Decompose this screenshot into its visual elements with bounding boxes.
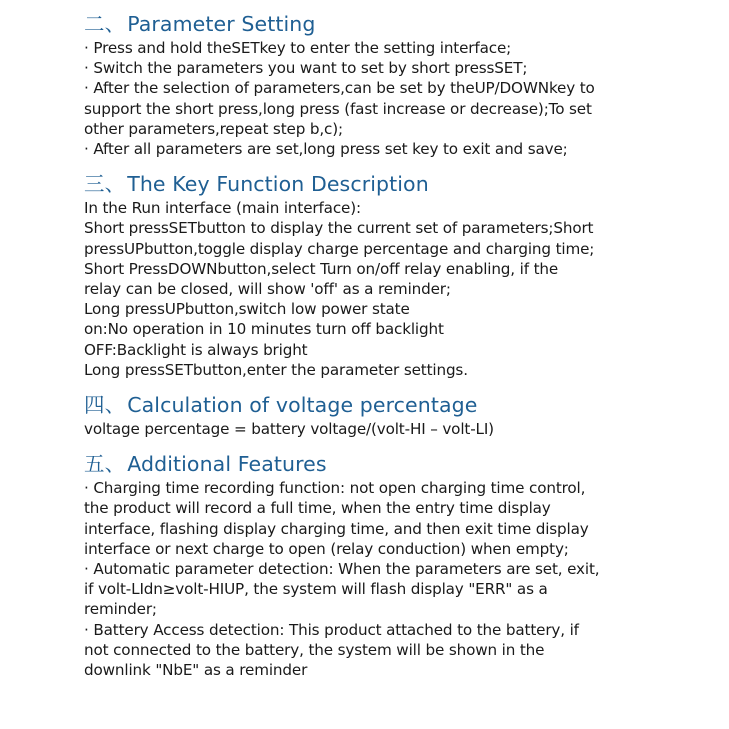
bullet-line: · Automatic parameter detection: When the parameters are set, exit, (84, 560, 600, 579)
bullet-line: · Battery Access detection: This product attached to the battery, if (84, 620, 579, 639)
text-line: downlink "NbE" as a reminder (84, 661, 308, 680)
text-line: the product will record a full time, when the entry time display (84, 499, 551, 518)
section-additional-features (84, 450, 684, 680)
bullet-line: · Press and hold theSETkey to enter the setting interface; (84, 39, 512, 57)
section-number: 四、 (84, 393, 126, 418)
text-line: interface, flashing display charging time, and then exit time display (84, 519, 589, 538)
text-line: not connected to the battery, the system will be shown in the (84, 640, 545, 659)
text-line: pressUPbutton,toggle display charge percentage and charging time; (84, 239, 595, 258)
text-line: other parameters,repeat step b,c); (84, 119, 343, 138)
section-parameter-setting (84, 10, 684, 159)
text-line: OFF:Backlight is always bright (84, 340, 308, 359)
section-spacer (84, 159, 684, 170)
section-voltage-percentage (84, 391, 684, 439)
text-line: support the short press,long press (fast increase or decrease);To set (84, 99, 592, 118)
section-title: The Key Function Description (127, 172, 429, 197)
text-line: interface or next charge to open (relay conduction) when empty; (84, 539, 569, 558)
text-line: if volt-LIdn≥volt-HIUP, the system will flash display "ERR" as a (84, 580, 548, 599)
text-line: Long pressUPbutton,switch low power state (84, 300, 410, 319)
section-heading (84, 170, 684, 198)
section-title: Additional Features (127, 452, 327, 477)
bullet-line: · Switch the parameters you want to set by short pressSET; (84, 59, 528, 78)
text-line: Short pressSETbutton to display the current set of parameters;Short (84, 219, 594, 238)
text-line: Long pressSETbutton,enter the parameter settings. (84, 360, 468, 379)
text-line: reminder; (84, 600, 157, 619)
text-line: relay can be closed, will show 'off' as a reminder; (84, 280, 451, 299)
bullet-line: · Charging time recording function: not open charging time control, (84, 479, 586, 498)
section-heading (84, 391, 684, 419)
section-spacer (84, 439, 684, 450)
text-line: on:No operation in 10 minutes turn off backlight (84, 320, 444, 339)
bullet-line: · After all parameters are set,long press set key to exit and save; (84, 140, 568, 159)
section-heading (84, 450, 684, 478)
text-line: Short PressDOWNbutton,select Turn on/off relay enabling, if the (84, 259, 559, 278)
section-heading (84, 10, 684, 38)
document-page (84, 10, 684, 680)
section-key-function-description (84, 170, 684, 380)
section-title: Parameter Setting (127, 12, 316, 36)
text-line: In the Run interface (main interface): (84, 199, 361, 218)
formula-line: voltage percentage = battery voltage/(volt-HI – volt-LI) (84, 420, 494, 439)
section-number: 五、 (84, 452, 126, 477)
section-title: Calculation of voltage percentage (127, 393, 478, 418)
section-number: 三、 (84, 172, 126, 197)
bullet-line: · After the selection of parameters,can be set by theUP/DOWNkey to (84, 79, 595, 98)
section-spacer (84, 380, 684, 391)
section-number: 二、 (84, 12, 126, 36)
